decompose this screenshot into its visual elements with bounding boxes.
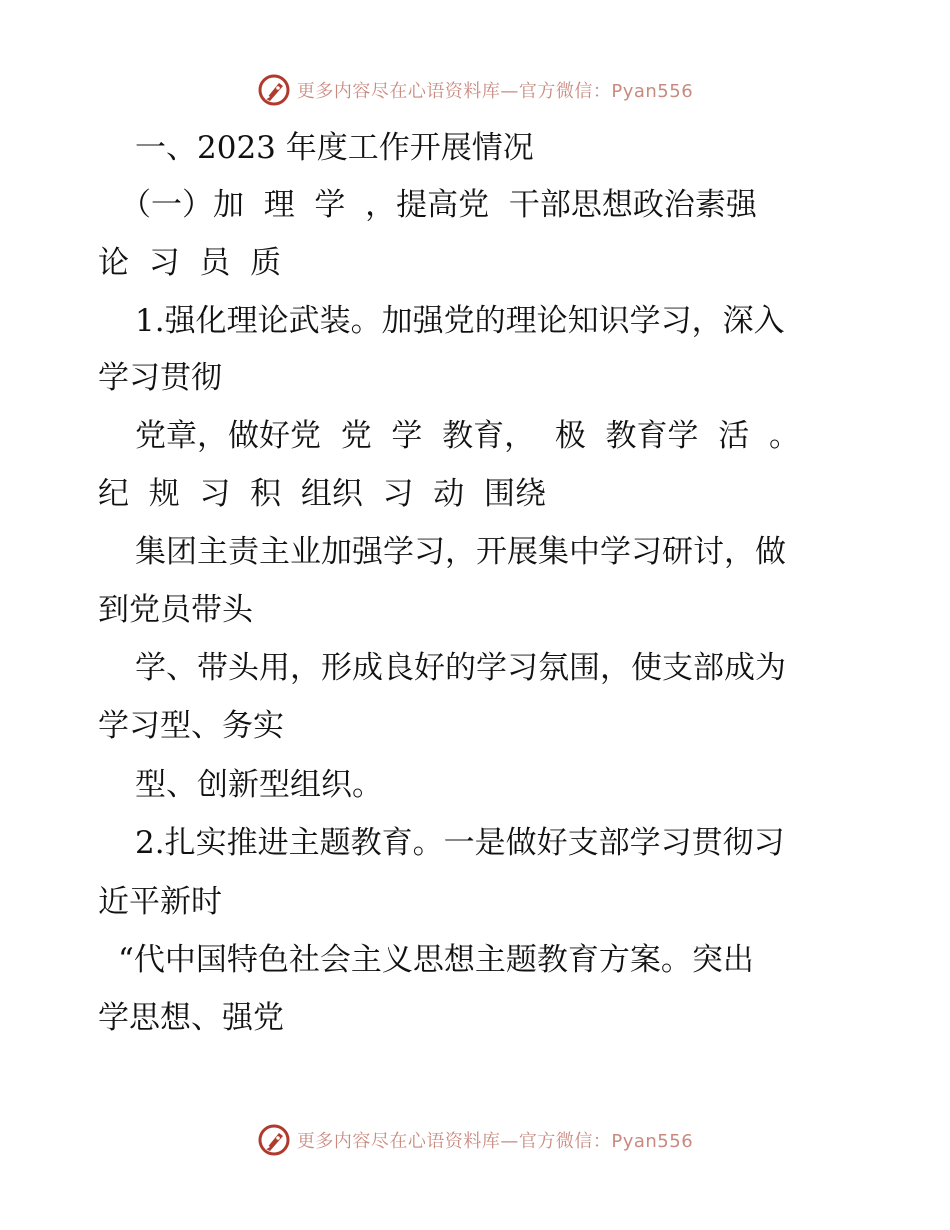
footer-watermark	[0, 1120, 950, 1160]
paragraph-line: 学习贯彻	[98, 360, 222, 396]
paragraph-line: 学思想、强党	[98, 1000, 284, 1036]
subsection-heading: （一）加 理 学 ，提高党 干部思想政治素强	[120, 187, 757, 223]
paragraph-line: 2.扎实推进主题教育。一是做好支部学习贯彻习	[135, 825, 785, 861]
header-watermark	[0, 70, 950, 110]
paragraph-line: 型、创新型组织。	[135, 767, 383, 803]
paragraph-line: 学习型、务实	[98, 708, 284, 744]
fountain-pen-logo-icon	[257, 1123, 291, 1157]
paragraph-line: 到党员带头	[98, 592, 253, 628]
fountain-pen-logo-icon	[257, 73, 291, 107]
paragraph-line: 纪 规 习 积 组织 习 动 围绕	[98, 476, 546, 512]
paragraph-line: 论 习 员 质	[98, 245, 282, 281]
paragraph-line: “代中国特色社会主义思想主题教育方案。突出	[118, 942, 754, 978]
paragraph-line: 学、带头用，形成良好的学习氛围，使支部成为	[135, 650, 786, 686]
section-heading: 一、2023 年度工作开展情况	[135, 130, 534, 166]
footer-watermark-text: 更多内容尽在心语资料库—官方微信：Pyan556	[296, 1131, 694, 1152]
paragraph-line: 1.强化理论武装。加强党的理论知识学习，深入	[135, 303, 785, 339]
paragraph-line: 集团主责主业加强学习，开展集中学习研讨，做	[135, 534, 786, 570]
paragraph-line: 近平新时	[98, 884, 222, 920]
header-watermark-text: 更多内容尽在心语资料库—官方微信：Pyan556	[296, 81, 694, 102]
paragraph-line: 党章，做好党 党 学 教育， 极 教育学 活 。	[135, 418, 800, 454]
